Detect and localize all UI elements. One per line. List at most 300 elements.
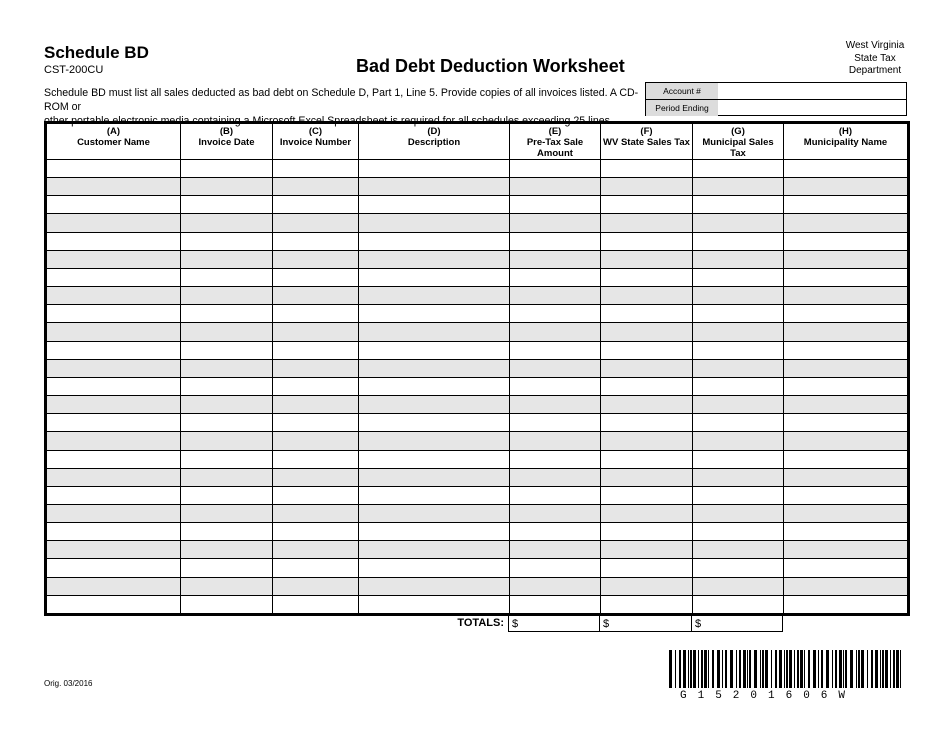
barcode-bar (786, 650, 788, 688)
table-cell[interactable] (784, 450, 909, 468)
table-cell[interactable] (601, 232, 693, 250)
agency-line: State Tax (854, 52, 896, 64)
table-cell[interactable] (359, 468, 510, 486)
table-row (46, 341, 909, 359)
table-cell[interactable] (46, 287, 181, 305)
period-ending-label: Period Ending (646, 100, 718, 116)
column-header (273, 123, 359, 160)
table-cell[interactable] (510, 541, 601, 559)
barcode-bar (808, 650, 810, 688)
table-cell[interactable] (46, 414, 181, 432)
table-cell[interactable] (601, 250, 693, 268)
table-cell[interactable] (273, 196, 359, 214)
table-cell[interactable] (784, 377, 909, 395)
table-cell[interactable] (784, 305, 909, 323)
table-cell[interactable] (510, 268, 601, 286)
barcode-bar (736, 650, 737, 688)
table-cell[interactable] (46, 178, 181, 196)
table-cell[interactable] (181, 595, 273, 614)
barcode-bar (797, 650, 799, 688)
table-row (46, 250, 909, 268)
table-cell[interactable] (601, 541, 693, 559)
barcode-bar (821, 650, 823, 688)
table-cell[interactable] (601, 341, 693, 359)
table-row (46, 523, 909, 541)
account-label: Account # (646, 83, 718, 99)
table-row (46, 396, 909, 414)
table-cell[interactable] (273, 523, 359, 541)
column-letter: (C) (308, 126, 323, 137)
table-cell[interactable] (359, 486, 510, 504)
barcode-bar (867, 650, 868, 688)
table-cell[interactable] (601, 287, 693, 305)
table-cell[interactable] (273, 468, 359, 486)
table-cell[interactable] (46, 377, 181, 395)
table-cell[interactable] (273, 541, 359, 559)
barcode-bar (762, 650, 764, 688)
column-label: Invoice Number (279, 137, 352, 148)
table-cell[interactable] (510, 214, 601, 232)
barcode-bar (708, 650, 709, 688)
table-cell[interactable] (359, 577, 510, 595)
barcode-bar (712, 650, 714, 688)
table-row (46, 468, 909, 486)
table-cell[interactable] (510, 341, 601, 359)
barcode-bar (722, 650, 723, 688)
table-cell[interactable] (601, 160, 693, 178)
barcode-icon (667, 650, 907, 690)
table-cell[interactable] (510, 232, 601, 250)
table-cell[interactable] (273, 287, 359, 305)
table-cell[interactable] (46, 450, 181, 468)
table-cell[interactable] (693, 160, 784, 178)
table-cell[interactable] (693, 287, 784, 305)
table-cell[interactable] (510, 196, 601, 214)
table-cell[interactable] (46, 486, 181, 504)
table-row (46, 559, 909, 577)
account-row (646, 83, 906, 100)
table-cell[interactable] (359, 595, 510, 614)
table-cell[interactable] (181, 323, 273, 341)
table-cell[interactable] (359, 196, 510, 214)
table-cell[interactable] (784, 232, 909, 250)
table-cell[interactable] (181, 468, 273, 486)
table-cell[interactable] (273, 232, 359, 250)
table-cell[interactable] (359, 287, 510, 305)
table-cell[interactable] (181, 450, 273, 468)
table-cell[interactable] (510, 178, 601, 196)
table-cell[interactable] (784, 323, 909, 341)
table-cell[interactable] (693, 577, 784, 595)
table-cell[interactable] (359, 323, 510, 341)
barcode-bar (675, 650, 676, 688)
table-cell[interactable] (46, 323, 181, 341)
table-cell[interactable] (181, 214, 273, 232)
column-label: Municipality Name (803, 137, 888, 148)
table-cell[interactable] (181, 559, 273, 577)
table-cell[interactable] (784, 396, 909, 414)
table-cell[interactable] (46, 160, 181, 178)
table-cell[interactable] (359, 377, 510, 395)
table-row (46, 359, 909, 377)
table-cell[interactable] (510, 450, 601, 468)
table-cell[interactable] (510, 396, 601, 414)
table-cell[interactable] (273, 432, 359, 450)
table-cell[interactable] (46, 468, 181, 486)
column-letter: (E) (548, 126, 562, 137)
table-cell[interactable] (510, 432, 601, 450)
table-cell[interactable] (359, 541, 510, 559)
table-cell[interactable] (181, 341, 273, 359)
table-cell[interactable] (693, 305, 784, 323)
agency-line: West Virginia (845, 40, 905, 51)
table-cell[interactable] (359, 160, 510, 178)
table-row (46, 595, 909, 614)
table-cell[interactable] (46, 250, 181, 268)
table-cell[interactable] (784, 468, 909, 486)
table-cell[interactable] (601, 323, 693, 341)
page-title: Bad Debt Deduction Worksheet (356, 56, 625, 76)
table-cell[interactable] (784, 504, 909, 522)
barcode-bar (698, 650, 699, 688)
table-cell[interactable] (510, 523, 601, 541)
table-row (46, 414, 909, 432)
table-cell[interactable] (693, 432, 784, 450)
barcode-bar (739, 650, 741, 688)
table-cell[interactable] (601, 577, 693, 595)
barcode-bar (875, 650, 878, 688)
barcode-bar (747, 650, 748, 688)
table-cell[interactable] (46, 595, 181, 614)
column-label: WV State Sales Tax (603, 137, 690, 148)
table-cell[interactable] (693, 504, 784, 522)
table-cell[interactable] (693, 414, 784, 432)
barcode-bar (760, 650, 761, 688)
table-cell[interactable] (181, 196, 273, 214)
table-row (46, 196, 909, 214)
table-cell[interactable] (510, 468, 601, 486)
table-cell[interactable] (784, 178, 909, 196)
table-cell[interactable] (273, 486, 359, 504)
table-cell[interactable] (510, 504, 601, 522)
table-cell[interactable] (693, 450, 784, 468)
table-cell[interactable] (181, 577, 273, 595)
barcode-bar (683, 650, 686, 688)
table-cell[interactable] (181, 523, 273, 541)
column-header (601, 123, 693, 160)
table-cell[interactable] (784, 250, 909, 268)
table-cell[interactable] (46, 341, 181, 359)
table-cell[interactable] (181, 178, 273, 196)
table-cell[interactable] (693, 178, 784, 196)
table-cell[interactable] (46, 359, 181, 377)
table-cell[interactable] (181, 305, 273, 323)
table-cell[interactable] (784, 577, 909, 595)
table-cell[interactable] (693, 468, 784, 486)
revision-date: Orig. 03/2016 (44, 679, 93, 688)
table-cell[interactable] (46, 577, 181, 595)
table-cell[interactable] (601, 504, 693, 522)
table-cell[interactable] (601, 595, 693, 614)
table-cell[interactable] (359, 432, 510, 450)
table-cell[interactable] (601, 305, 693, 323)
table-cell[interactable] (510, 250, 601, 268)
table-cell[interactable] (359, 504, 510, 522)
barcode-bar (775, 650, 777, 688)
table-cell[interactable] (273, 214, 359, 232)
barcode-bar (900, 650, 901, 688)
bad-debt-table (44, 121, 910, 616)
barcode-bar (835, 650, 837, 688)
barcode-bar (845, 650, 847, 688)
table-cell[interactable] (784, 523, 909, 541)
table-cell[interactable] (273, 160, 359, 178)
table-cell[interactable] (693, 341, 784, 359)
table-cell[interactable] (510, 359, 601, 377)
table-cell[interactable] (784, 359, 909, 377)
table-cell[interactable] (784, 414, 909, 432)
table-cell[interactable] (359, 359, 510, 377)
account-info-box (645, 82, 907, 116)
table-cell[interactable] (784, 432, 909, 450)
column-letter: (A) (106, 126, 121, 137)
table-cell[interactable] (46, 432, 181, 450)
table-cell[interactable] (359, 305, 510, 323)
table-cell[interactable] (601, 196, 693, 214)
table-cell[interactable] (273, 504, 359, 522)
table-cell[interactable] (273, 323, 359, 341)
table-cell[interactable] (181, 287, 273, 305)
barcode-bar (794, 650, 795, 688)
table-cell[interactable] (359, 341, 510, 359)
table-cell[interactable] (693, 268, 784, 286)
total-pre-tax-field[interactable]: $ (508, 615, 600, 632)
table-cell[interactable] (601, 523, 693, 541)
table-cell[interactable] (273, 595, 359, 614)
table-cell[interactable] (181, 232, 273, 250)
table-cell[interactable] (784, 486, 909, 504)
column-header (46, 123, 181, 160)
table-cell[interactable] (46, 214, 181, 232)
barcode-bar (850, 650, 853, 688)
agency-name (835, 40, 915, 78)
barcode-bar (704, 650, 707, 688)
table-row (46, 432, 909, 450)
column-header (510, 123, 601, 160)
table-cell[interactable] (510, 287, 601, 305)
table-cell[interactable] (601, 268, 693, 286)
table-cell[interactable] (46, 559, 181, 577)
barcode-bar (832, 650, 833, 688)
barcode-bar (693, 650, 696, 688)
table-cell[interactable] (510, 414, 601, 432)
barcode-bar (871, 650, 873, 688)
table-cell[interactable] (273, 377, 359, 395)
table-cell[interactable] (510, 595, 601, 614)
column-label: Municipal Sales Tax (702, 137, 774, 159)
table-cell[interactable] (359, 559, 510, 577)
table-cell[interactable] (693, 559, 784, 577)
column-letter: (F) (640, 126, 653, 137)
table-cell[interactable] (784, 595, 909, 614)
table-cell[interactable] (693, 323, 784, 341)
table-cell[interactable] (181, 432, 273, 450)
table-cell[interactable] (273, 396, 359, 414)
table-cell[interactable] (601, 396, 693, 414)
table-cell[interactable] (693, 250, 784, 268)
table-cell[interactable] (181, 377, 273, 395)
table-cell[interactable] (46, 396, 181, 414)
table-cell[interactable] (784, 196, 909, 214)
table-cell[interactable] (784, 160, 909, 178)
table-cell[interactable] (359, 523, 510, 541)
period-ending-field[interactable] (718, 100, 906, 116)
table-cell[interactable] (359, 178, 510, 196)
table-cell[interactable] (601, 468, 693, 486)
table-cell[interactable] (601, 450, 693, 468)
barcode-bar (843, 650, 844, 688)
table-cell[interactable] (359, 214, 510, 232)
table-cell[interactable] (601, 559, 693, 577)
column-label: Invoice Date (198, 137, 255, 148)
table-row (46, 577, 909, 595)
barcode-bar (890, 650, 891, 688)
table-cell[interactable] (601, 432, 693, 450)
totals-label: TOTALS: (457, 617, 504, 629)
column-label: Customer Name (77, 137, 150, 148)
table-cell[interactable] (46, 504, 181, 522)
barcode-bar (813, 650, 816, 688)
table-cell[interactable] (273, 268, 359, 286)
column-letter: (D) (427, 126, 441, 137)
barcode-text: G15201606W (680, 690, 857, 702)
table-cell[interactable] (693, 396, 784, 414)
barcode-bar (669, 650, 672, 688)
table-cell[interactable] (510, 377, 601, 395)
table-cell[interactable] (273, 559, 359, 577)
table-cell[interactable] (601, 214, 693, 232)
table-cell[interactable] (273, 341, 359, 359)
table-cell[interactable] (46, 196, 181, 214)
table-row (46, 323, 909, 341)
table-row (46, 486, 909, 504)
table-cell[interactable] (359, 450, 510, 468)
table-cell[interactable] (510, 160, 601, 178)
table-cell[interactable] (693, 541, 784, 559)
table-header-row (46, 123, 909, 160)
period-row (646, 100, 906, 116)
barcode-bar (765, 650, 768, 688)
table-cell[interactable] (46, 232, 181, 250)
table-row (46, 232, 909, 250)
barcode-bar (839, 650, 842, 688)
table-cell[interactable] (601, 377, 693, 395)
barcode-bar (861, 650, 864, 688)
column-letter: (B) (219, 126, 234, 137)
table-cell[interactable] (784, 268, 909, 286)
table-cell[interactable] (181, 250, 273, 268)
table-cell[interactable] (46, 541, 181, 559)
table-cell[interactable] (273, 305, 359, 323)
table-cell[interactable] (181, 541, 273, 559)
barcode-bar (789, 650, 792, 688)
account-number-field[interactable] (718, 83, 906, 99)
table-cell[interactable] (273, 250, 359, 268)
table-cell[interactable] (359, 268, 510, 286)
table-cell[interactable] (181, 486, 273, 504)
table-cell[interactable] (510, 323, 601, 341)
table-cell[interactable] (510, 486, 601, 504)
table-cell[interactable] (784, 287, 909, 305)
table-cell[interactable] (510, 559, 601, 577)
table-cell[interactable] (273, 178, 359, 196)
table-cell[interactable] (784, 541, 909, 559)
table-cell[interactable] (693, 377, 784, 395)
table-row (46, 541, 909, 559)
barcode-bar (725, 650, 727, 688)
table-row (46, 160, 909, 178)
table-cell[interactable] (510, 305, 601, 323)
table-cell[interactable] (693, 486, 784, 504)
table-cell[interactable] (693, 196, 784, 214)
table-cell[interactable] (510, 577, 601, 595)
barcode-bar (885, 650, 888, 688)
table-cell[interactable] (273, 577, 359, 595)
table-cell[interactable] (693, 359, 784, 377)
table-cell[interactable] (181, 414, 273, 432)
table-cell[interactable] (273, 359, 359, 377)
table-row (46, 178, 909, 196)
table-cell[interactable] (359, 396, 510, 414)
table-cell[interactable] (601, 178, 693, 196)
table-cell[interactable] (181, 268, 273, 286)
table-cell[interactable] (693, 595, 784, 614)
table-cell[interactable] (181, 160, 273, 178)
table-cell[interactable] (46, 523, 181, 541)
table-cell[interactable] (601, 486, 693, 504)
table-row (46, 504, 909, 522)
table-cell[interactable] (784, 559, 909, 577)
barcode-bar (818, 650, 819, 688)
table-cell[interactable] (359, 414, 510, 432)
table-cell[interactable] (601, 414, 693, 432)
table-cell[interactable] (359, 250, 510, 268)
column-label: Pre-Tax Sale Amount (526, 137, 584, 159)
total-municipal-tax-field[interactable]: $ (691, 615, 783, 632)
table-cell[interactable] (784, 341, 909, 359)
table-cell[interactable] (181, 396, 273, 414)
table-cell[interactable] (784, 214, 909, 232)
table-cell[interactable] (273, 414, 359, 432)
table-cell[interactable] (46, 268, 181, 286)
table-cell[interactable] (693, 214, 784, 232)
column-header (693, 123, 784, 160)
table-cell[interactable] (601, 359, 693, 377)
table-cell[interactable] (181, 504, 273, 522)
barcode-bar (679, 650, 681, 688)
total-state-tax-field[interactable]: $ (599, 615, 692, 632)
table-cell[interactable] (181, 359, 273, 377)
table-cell[interactable] (46, 305, 181, 323)
barcode-bar (882, 650, 884, 688)
table-cell[interactable] (359, 232, 510, 250)
table-cell[interactable] (273, 450, 359, 468)
table-cell[interactable] (693, 523, 784, 541)
barcode-bar (771, 650, 772, 688)
barcode-bar (779, 650, 782, 688)
barcode-bar (730, 650, 733, 688)
table-cell[interactable] (693, 232, 784, 250)
